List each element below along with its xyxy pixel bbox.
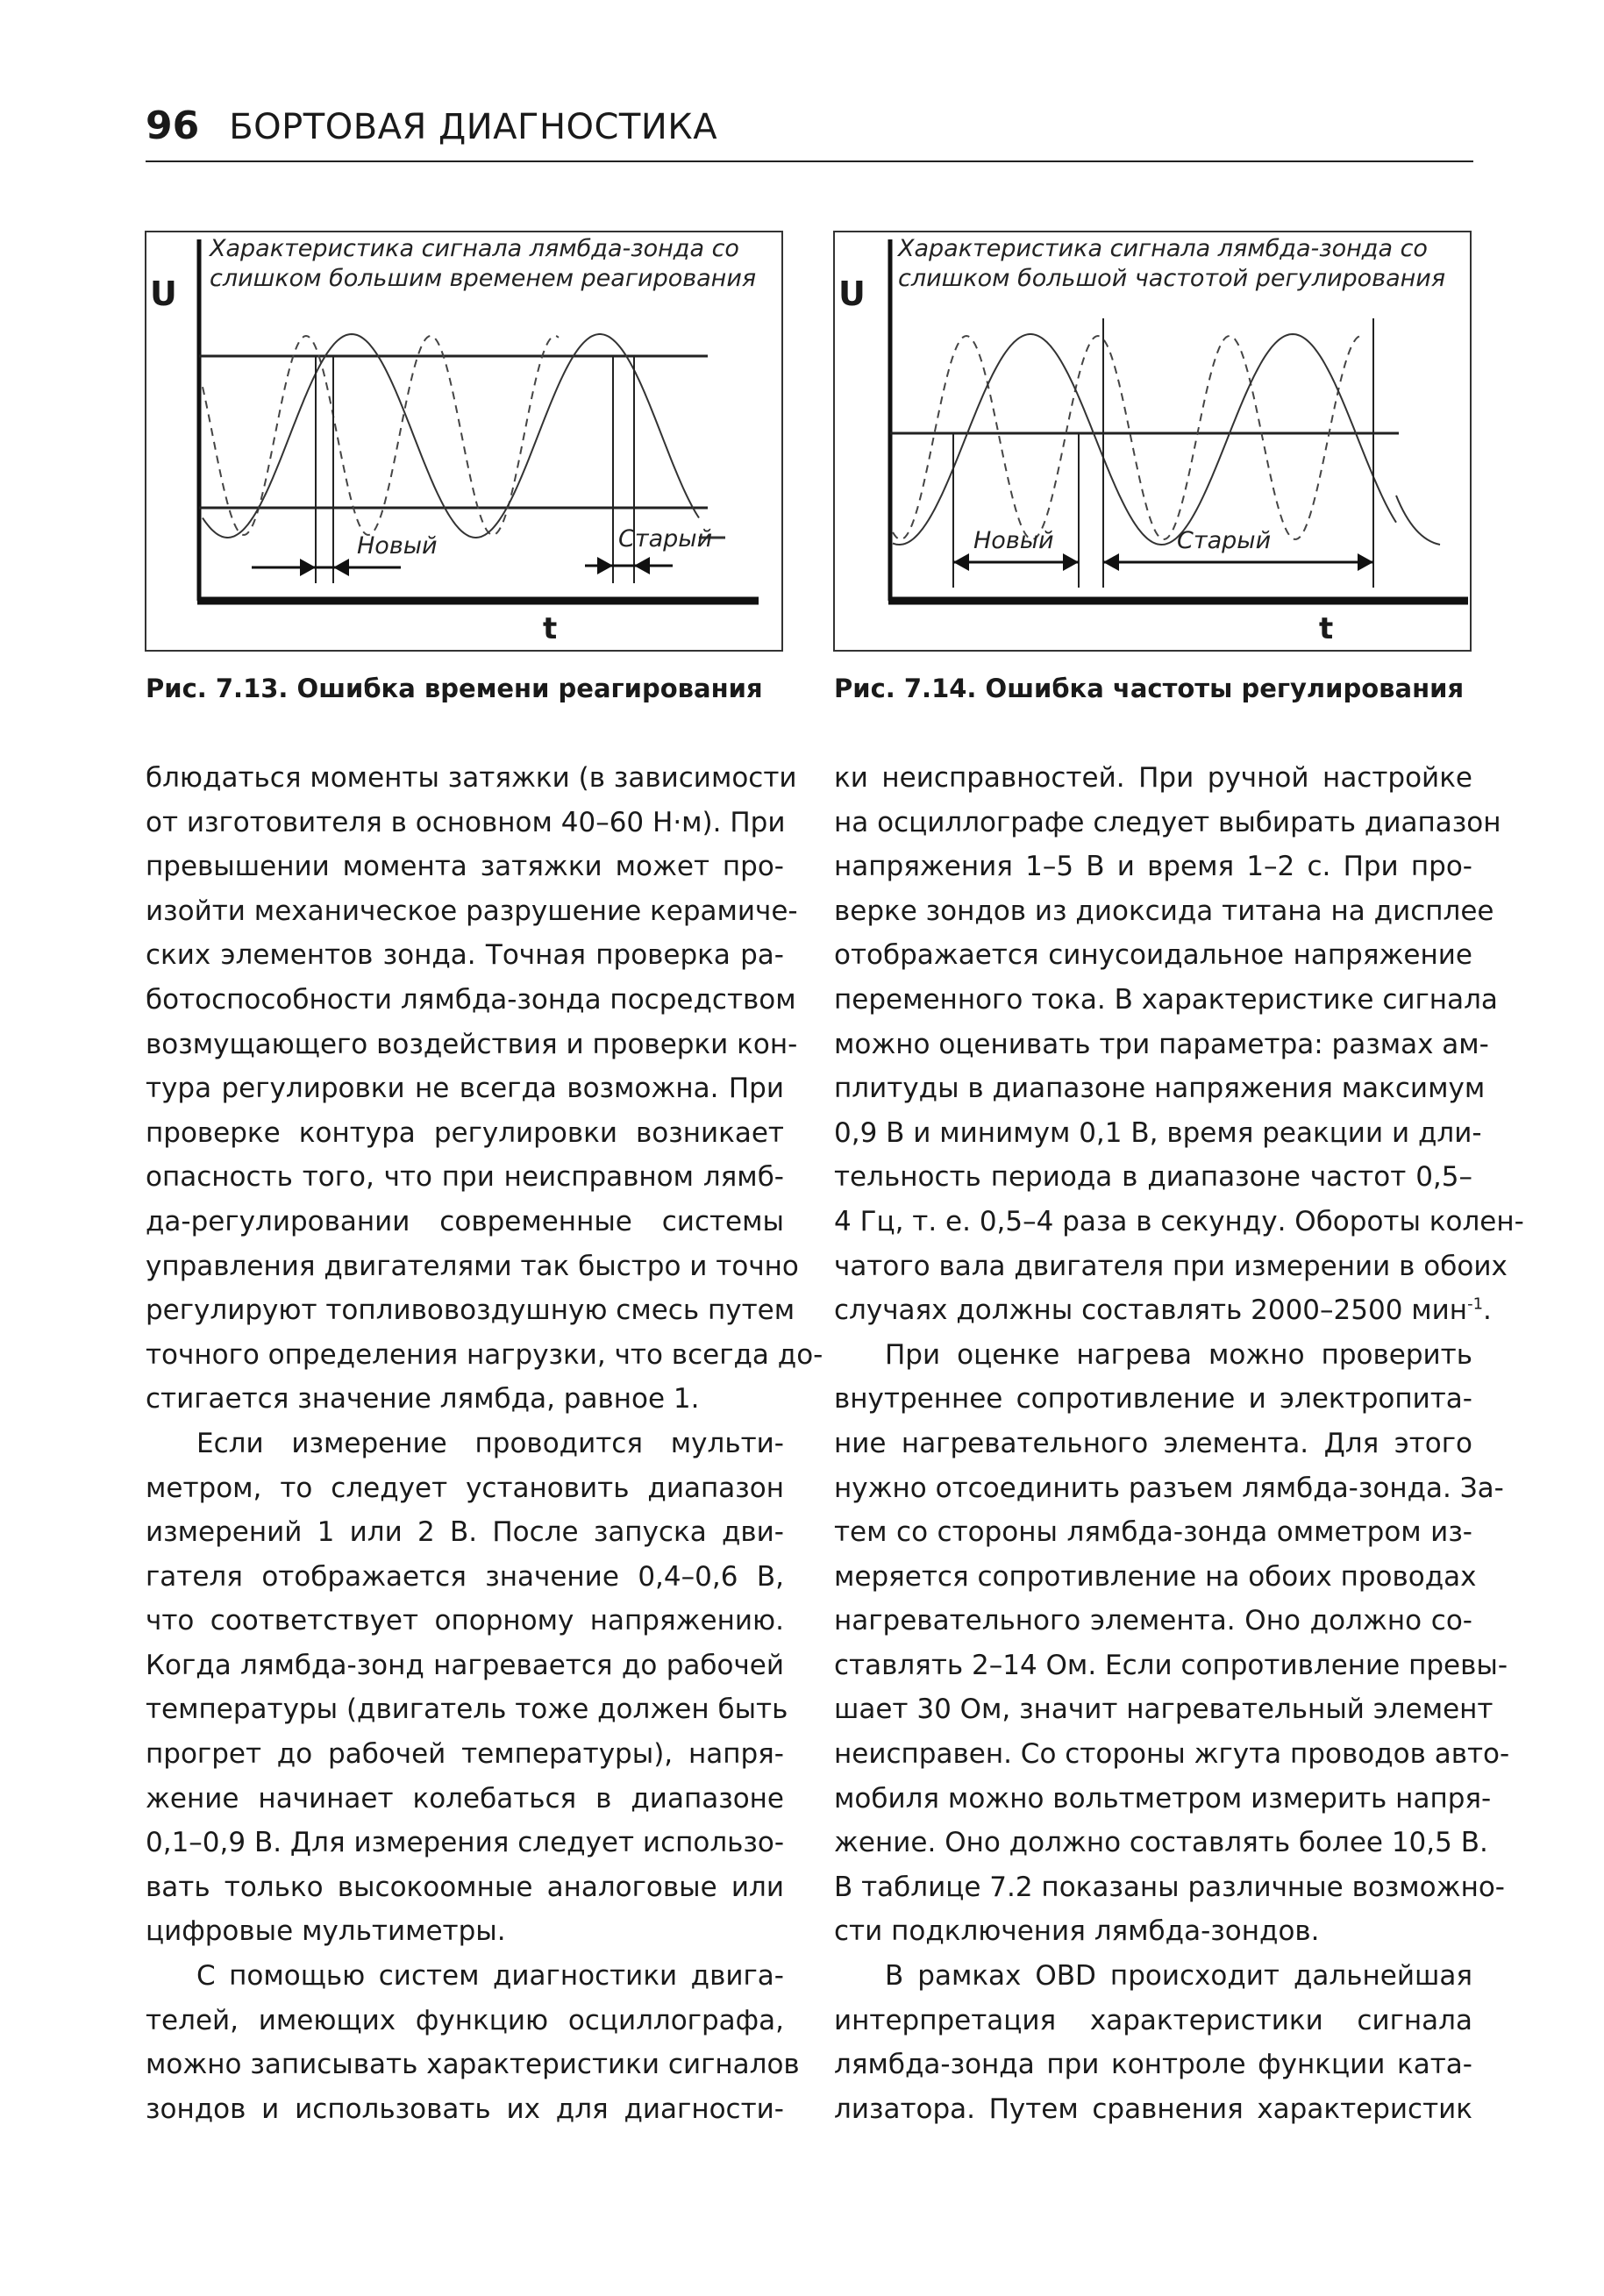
text-line: лямбда-зонда при контроле функции ката- [834,2049,1472,2081]
arrowhead-icon [953,553,969,571]
x-axis-label: t [1319,611,1334,646]
figure-caption: Рис. 7.14. Ошибка частоты регулирования [834,674,1465,703]
y-axis-label: U [838,275,866,313]
text-line: 4 Гц, т. е. 0,5–4 раза в секунду. Обороты колен- [834,1205,1524,1237]
text-line: плитуды в диапазоне напряжения максимум [834,1073,1486,1105]
left-text-column [146,756,823,2131]
text-line: случаях должны составлять 2000–2500 мин$^{-1}$. [834,1294,1492,1327]
fast-signal-dashed [203,336,559,535]
text-line: неисправен. Со стороны жгута проводов авто- [834,1738,1510,1771]
text-line: на осциллографе следует выбирать диапазон [834,806,1501,838]
text-line: метром, то следует установить диапазон [146,1472,784,1504]
text-line: жение начинает колебаться в диапазоне [146,1782,784,1815]
text-line: ских элементов зонда. Точная проверка ра- [146,939,784,972]
arrowhead-icon [300,559,316,576]
text-line: Когда лямбда-зонд нагревается до рабочей [146,1649,784,1681]
text-line: блюдаться моменты затяжки (в зависимости [146,762,797,794]
text-line: С помощью систем диагностики двига- [196,1960,784,1993]
text-line: зондов и использовать их для диагности- [146,2093,784,2125]
arrowhead-icon [1063,553,1079,571]
text-line: проверке контура регулировки возникает [146,1116,784,1149]
text-line: внутреннее сопротивление и электропита- [834,1383,1472,1415]
text-line: ботоспособности лямбда-зонда посредством [146,983,796,1016]
text-line: регулируют топливовоздушную смесь путем [146,1294,795,1327]
label-new: Новый [973,527,1054,554]
text-line: от изготовителя в основном 40–60 Н·м). При [146,806,786,838]
figure-7-13 [145,231,783,652]
text-line: можно оценивать три параметра: размах ам- [834,1028,1489,1060]
text-line: 0,1–0,9 В. Для измерения следует использо- [146,1827,785,1859]
signal-tail [1396,496,1440,545]
response-time-diagram [146,232,785,653]
text-line: тем со стороны лямбда-зонда омметром из- [834,1516,1472,1549]
text-line: точного определения нагрузки, что всегда до- [146,1338,823,1371]
label-old: Старый [618,525,713,553]
text-line: Если измерение проводится мульти- [196,1427,784,1459]
text-line: телей, имеющих функцию осциллографа, [146,2004,784,2036]
page-number: 96 [146,103,200,148]
section-title: БОРТОВАЯ ДИАГНОСТИКА [229,107,718,147]
y-axis-label: U [150,275,177,313]
text-line: жение. Оно должно составлять более 10,5 В. [834,1827,1488,1859]
text-line: ки неисправностей. При ручной настройке [834,762,1472,794]
figure-title: Характеристика сигнала лямбда-зонда со слишком большим временем реагирования [210,235,757,292]
slow-signal-solid [893,334,1396,545]
text-line: тельность периода в диапазоне частот 0,5– [834,1161,1472,1194]
right-text-column [834,756,1524,2131]
text-line: верке зондов из диоксида титана на дисплее [834,895,1494,927]
text-line: цифровые мультиметры. [146,1915,506,1948]
text-line: напряжения 1–5 В и время 1–2 с. При про- [834,851,1472,883]
arrowhead-icon [333,559,349,576]
text-line: ние нагревательного элемента. Для этого [834,1427,1472,1459]
text-line: нагревательного элемента. Оно должно со- [834,1605,1472,1637]
text-line: отображается синусоидальное напряжение [834,939,1472,972]
text-line: шает 30 Ом, значит нагревательный элемент [834,1693,1494,1726]
text-line: стигается значение лямбда, равное 1. [146,1383,700,1415]
text-line: сти подключения лямбда-зондов. [834,1915,1320,1948]
text-line: чатого вала двигателя при измерении в обоих [834,1250,1508,1282]
text-line: прогрет до рабочей температуры), напря- [146,1738,784,1771]
text-line: да-регулировании современные системы [146,1205,784,1237]
text-line: нужно отсоединить разъем лямбда-зонда. За- [834,1472,1504,1504]
label-new: Новый [357,532,438,560]
running-header [146,103,717,148]
text-line: изойти механическое разрушение керамиче- [146,895,798,927]
text-line: В рамках OBD происходит дальнейшая [885,1960,1472,1993]
x-axis-label: t [543,611,558,646]
arrowhead-icon [634,557,650,574]
arrowhead-icon [1358,553,1373,571]
header-rule [146,160,1473,162]
text-line: переменного тока. В характеристике сигнала [834,983,1498,1016]
text-line: ставлять 2–14 Ом. Если сопротивление превы- [834,1649,1508,1681]
text-line: вать только высокоомные аналоговые или [146,1871,784,1903]
control-frequency-diagram [835,232,1473,653]
label-old: Старый [1177,527,1272,554]
text-line: лизатора. Путем сравнения характеристик [834,2093,1472,2125]
text-line: В таблице 7.2 показаны различные возможно- [834,1871,1505,1903]
text-line: 0,9 В и минимум 0,1 В, время реакции и дли- [834,1116,1482,1149]
text-line: При оценке нагрева можно проверить [885,1338,1472,1371]
text-line: превышении момента затяжки может про- [146,851,784,883]
text-line: меряется сопротивление на обоих проводах [834,1560,1477,1593]
arrowhead-icon [1103,553,1119,571]
figure-title: Характеристика сигнала лямбда-зонда со слишком большой частотой регулирования [898,235,1446,292]
text-line: что соответствует опорному напряжению. [146,1605,784,1637]
text-line: мобиля можно вольтметром измерить напря- [834,1782,1492,1815]
figure-caption: Рис. 7.13. Ошибка времени реагирования [146,674,763,703]
figure-7-14 [833,231,1472,652]
text-line: интерпретация характеристики сигнала [834,2004,1472,2036]
text-line: можно записывать характеристики сигналов [146,2049,800,2081]
text-line: температуры (двигатель тоже должен быть [146,1693,788,1726]
text-line: возмущающего воздействия и проверки кон- [146,1028,798,1060]
text-line: опасность того, что при неисправном лямб- [146,1161,784,1194]
text-line: измерений 1 или 2 В. После запуска дви- [146,1516,784,1549]
text-line: управления двигателями так быстро и точно [146,1250,799,1282]
text-line: гателя отображается значение 0,4–0,6 В, [146,1560,784,1593]
text-line: тура регулировки не всегда возможна. При [146,1073,784,1105]
arrowhead-icon [597,557,613,574]
